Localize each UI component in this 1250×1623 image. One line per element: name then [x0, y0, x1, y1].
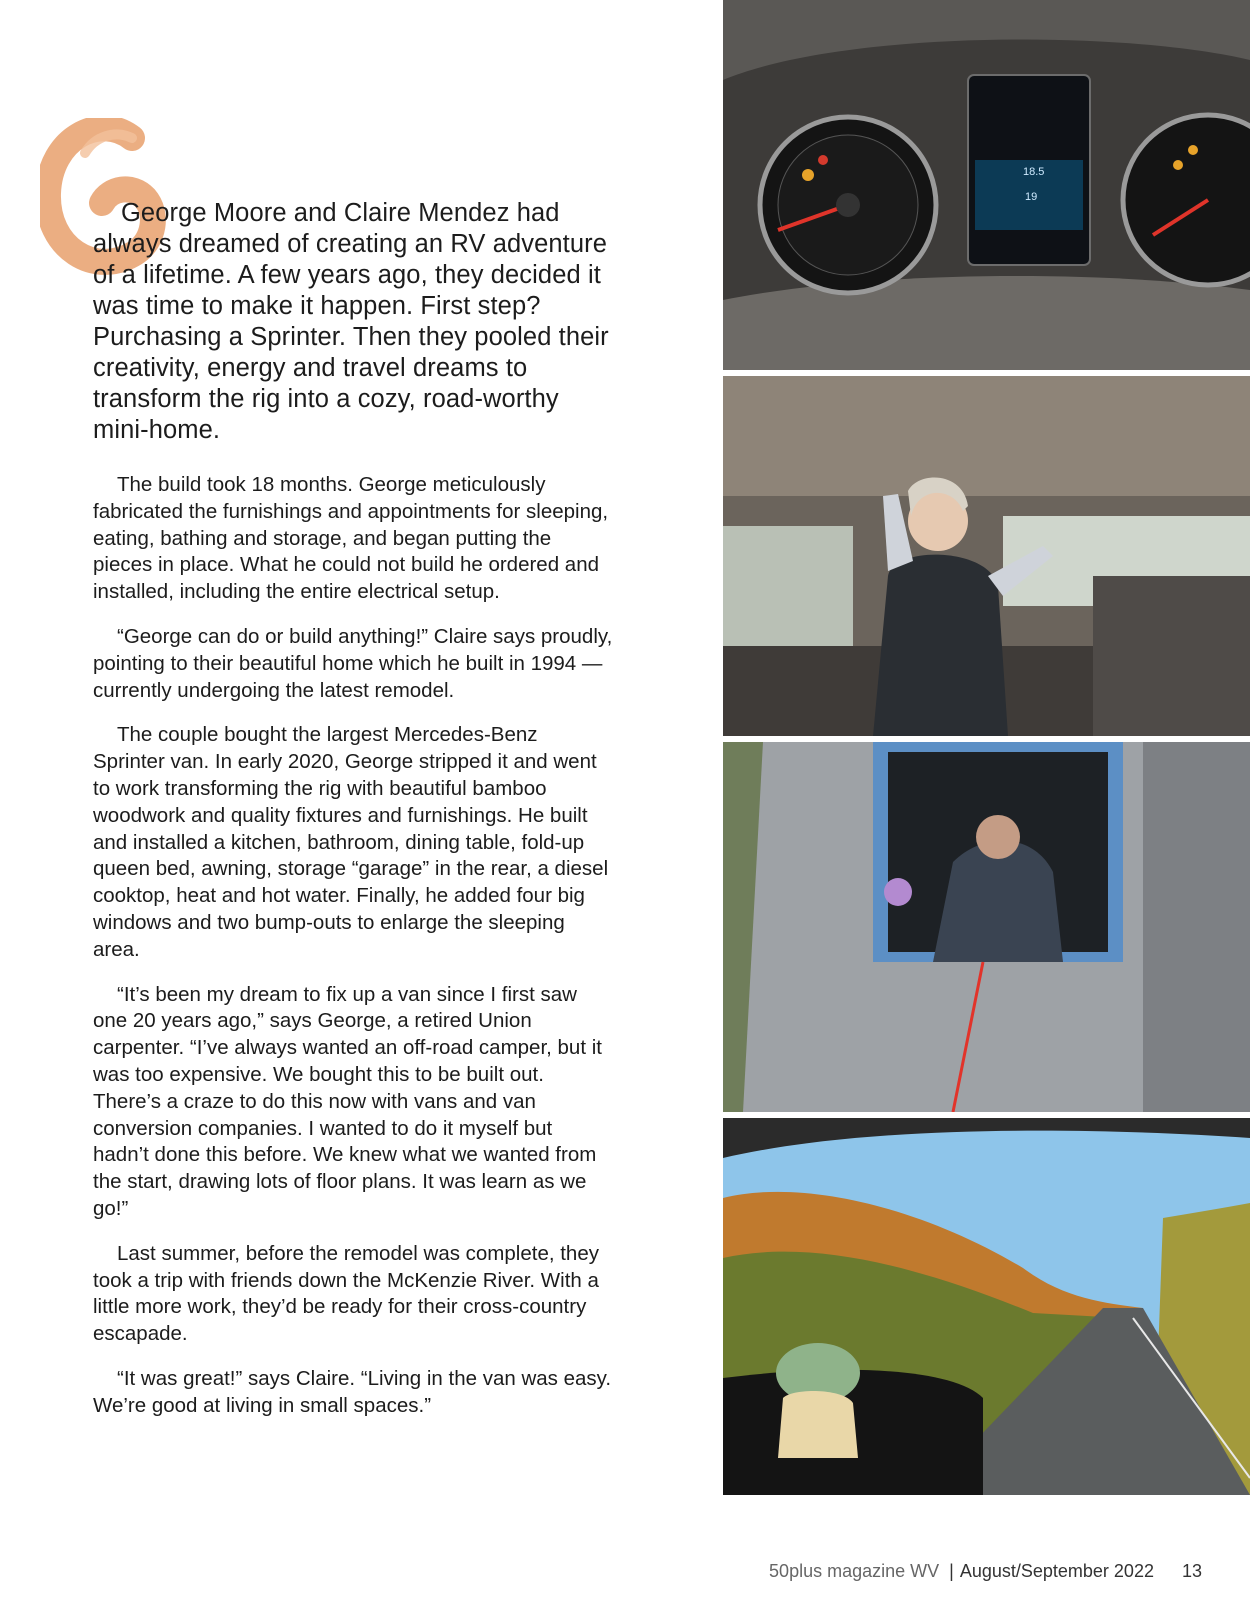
van-interior-photo	[723, 376, 1250, 736]
article-lede: George Moore and Claire Mendez had always dreamed of creating an RV adventure of a lifetime. A few years ago, they decided it was time to make it happen. First step? Purchasing a Sprinter. Then they pooled their creativity, energy and travel dreams to transform the rig into a cozy, road-worthy mini-home.	[93, 199, 609, 444]
article-paragraph: “It’s been my dream to fix up a van since I first saw one 20 years ago,” says George, a retired Union carpenter. “I’ve always wanted an off-road camper, but it was too expensive. We bought this to be built out. There’s a craze to do this now with vans and van conversion companies. I wanted to do it myself but hadn’t done this before. We knew what we wanted from the start, drawing lots of floor plans. It was learn as we go!”	[93, 982, 602, 1220]
photo-column	[723, 0, 1250, 1495]
display-reading: 19	[1025, 191, 1038, 203]
article-paragraph: “It was great!” says Claire. “Living in the van was easy. We’re good at living in small spaces.”	[93, 1366, 612, 1417]
article-body	[93, 198, 613, 1438]
footer-separator: |	[949, 1561, 954, 1581]
magazine-name: 50plus magazine WV	[769, 1561, 940, 1581]
article-paragraph: The build took 18 months. George meticulously fabricated the furnishings and appointments for sleeping, eating, bathing and storage, and began putting the pieces in place. What he could not build he ordered and installed, including the entire electrical setup.	[93, 473, 609, 604]
display-reading: 18.5	[1023, 166, 1045, 178]
issue-date: August/September 2022	[959, 1561, 1154, 1581]
van-window-photo	[723, 742, 1250, 1112]
road-photo	[723, 1118, 1250, 1495]
article-paragraph: The couple bought the largest Mercedes-Benz Sprinter van. In early 2020, George stripped it and went to work transforming the rig with beautiful bamboo woodwork and quality fixtures and furnishings. He built and installed a kitchen, bathroom, dining table, fold-up queen bed, awning, storage “garage” in the rear, a diesel cooktop, heat and hot water. Finally, he added four big windows and two bump-outs to enlarge the sleeping area.	[93, 723, 609, 961]
article-paragraph: Last summer, before the remodel was complete, they took a trip with friends down the McKenzie River. With a little more work, they’d be ready for their cross-country escapade.	[93, 1241, 599, 1346]
article-paragraph: “George can do or build anything!” Claire says proudly, pointing to their beautiful home which he built in 1994 — currently undergoing the latest remodel.	[93, 624, 613, 702]
page-footer	[769, 1561, 1202, 1582]
page-number: 13	[1181, 1561, 1202, 1581]
dashboard-photo	[723, 0, 1250, 370]
